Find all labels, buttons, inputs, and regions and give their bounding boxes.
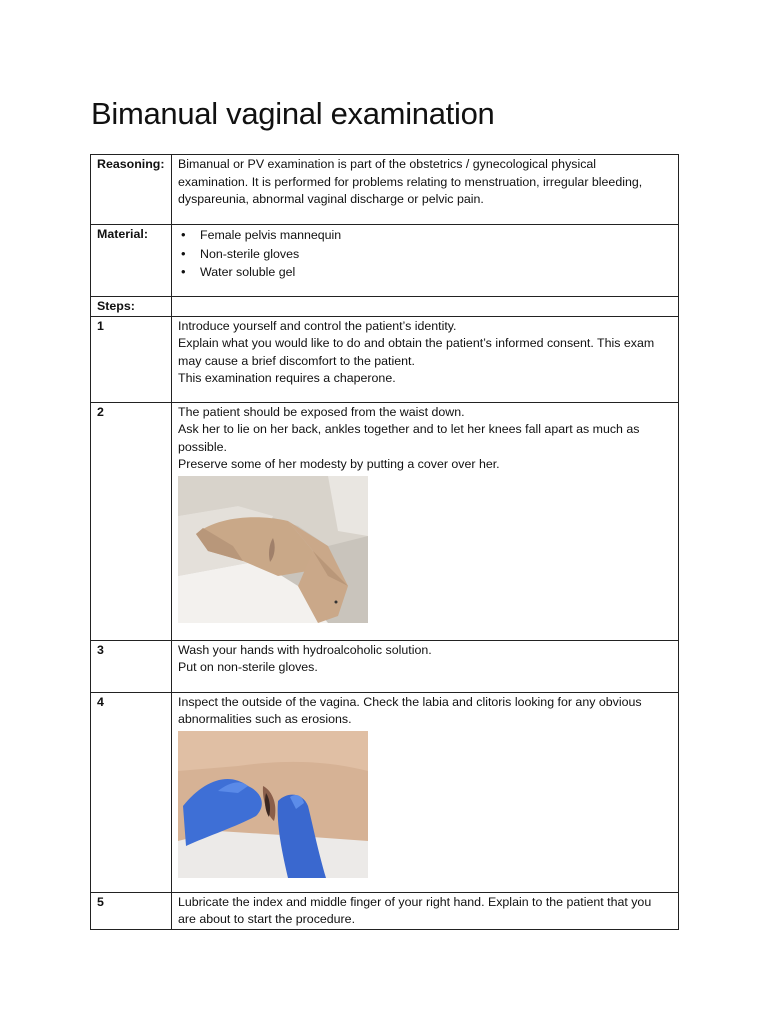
reasoning-label: Reasoning: (91, 155, 172, 225)
step-number: 4 (91, 692, 172, 892)
empty-cell (172, 297, 679, 317)
step-number: 2 (91, 402, 172, 640)
text-line: Introduce yourself and control the patient’s identity. (178, 318, 457, 333)
step-text (172, 692, 679, 892)
text-line: Inspect the outside of the vagina. Check the labia and clitoris looking for any obvious (178, 694, 642, 709)
text-line: The patient should be exposed from the waist down. (178, 404, 465, 419)
text-line: Preserve some of her modesty by putting a cover over her. (178, 457, 500, 471)
text-line: examination. It is performed for problems relating to menstruation, irregular bleeding, (178, 174, 643, 189)
text-line: abnormalities such as erosions. (178, 712, 352, 726)
step-row (91, 892, 679, 929)
step-number: 3 (91, 640, 172, 692)
step-number: 1 (91, 316, 172, 402)
text-line: Explain what you would like to do and obtain the patient’s informed consent. This exam (178, 336, 655, 350)
text-line: Ask her to lie on her back, ankles together and to let her knees fall apart as much as (178, 422, 640, 436)
list-item: • Non-sterile gloves (178, 245, 672, 264)
material-list (178, 226, 672, 282)
text-line: are about to start the procedure. (178, 912, 356, 926)
mannequin-covered-photo (178, 476, 368, 623)
step-row (91, 640, 679, 692)
step-number: 5 (91, 892, 172, 929)
list-item: • Water soluble gel (178, 263, 672, 282)
text-line: may cause a brief discomfort to the patient. (178, 353, 415, 368)
list-item: • Female pelvis mannequin (178, 226, 672, 245)
procedure-table (90, 154, 679, 930)
material-label: Material: (91, 225, 172, 297)
text-line: possible. (178, 439, 227, 454)
gloved-hands-inspection-photo (178, 731, 368, 878)
step-text (172, 640, 679, 692)
step-row (91, 316, 679, 402)
step-text (172, 402, 679, 640)
steps-label: Steps: (91, 297, 172, 317)
step-row (91, 402, 679, 640)
text-line: Put on non-sterile gloves. (178, 660, 318, 674)
step-text (172, 316, 679, 402)
text-line: Lubricate the index and middle finger of your right hand. Explain to the patient that you (178, 894, 652, 909)
text-line: Bimanual or PV examination is part of the obstetrics / gynecological physical (178, 157, 597, 171)
reasoning-row (91, 155, 679, 225)
material-list-cell (172, 225, 679, 297)
steps-header-row (91, 297, 679, 317)
material-row (91, 225, 679, 297)
text-line: This examination requires a chaperone. (178, 371, 396, 385)
document-title: Bimanual vaginal examination (91, 96, 495, 131)
text-line: dyspareunia, abnormal vaginal discharge or pelvic pain. (178, 192, 484, 206)
text-line: Wash your hands with hydroalcoholic solution. (178, 642, 432, 657)
step-row (91, 692, 679, 892)
step-text (172, 892, 679, 929)
reasoning-text (172, 155, 679, 225)
